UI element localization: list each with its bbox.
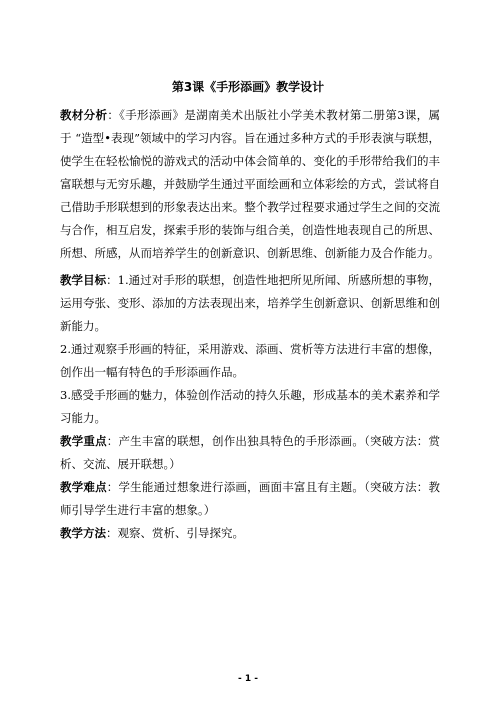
key-points-text: ：产生丰富的联想，创作出独具特色的手形添画。（突破方法：赏析、交流、展开联想。） [60,434,440,471]
key-points-label: 教学重点 [60,434,107,448]
key-points-paragraph [60,430,440,476]
goal-item: 2.通过观察手形画的特征，采用游戏、添画、赏析等方法进行丰富的想像，创作出一幅有特色的手形添画作品。 [60,342,440,379]
difficulties-label: 教学难点 [60,480,107,494]
goals-label: 教学目标 [60,273,107,287]
goal-item: 3.感受手形画的魅力，体验创作活动的持久乐趣，形成基本的美术素养和学习能力。 [60,388,440,425]
document-body [60,104,440,545]
methods-label: 教学方法 [60,526,106,540]
analysis-text: ：《手形添画》是湖南美术出版社小学美术教材第二册第3课，属于 “造型•表现”领域中的学习内容。旨在通过多种方式的手形表演与联想，使学生在轻松愉悦的游戏式的活动中体会简单的、变化的手形带给我们的丰富联想与无穷乐趣，并鼓励学生通过平面绘画和立体彩绘的方式，尝试将自己借助手形联想到的形象表达出来。整个教学过程要求通过学生之间的交流与合作，相互启发，探索手形的装饰与组合美，创造性地表现自己的所思、所想、所感，从而培养学生的创新意识、创新思维、创新能力及合作能力。 [60,108,440,260]
analysis-label: 教材分析 [60,108,108,122]
methods-text: ：观察、赏析、引导探究。 [106,526,244,540]
goals-paragraph [60,269,440,338]
page-number: - 1 - [238,674,258,684]
difficulties-paragraph [60,476,440,522]
document-title: 第3课《手形添画》教学设计 [171,80,325,94]
difficulties-text: ：学生能通过想象进行添画，画面丰富且有主题。（突破方法：教师引导学生进行丰富的想象。） [60,480,440,517]
goal-item: ：1.通过对手形的联想，创造性地把所见所闻、所感所想的事物，运用夸张、变形、添加的方法表现出来，培养学生创新意识、创新思维和创新能力。 [60,273,441,333]
methods-paragraph [60,522,440,545]
analysis-paragraph [60,104,440,265]
